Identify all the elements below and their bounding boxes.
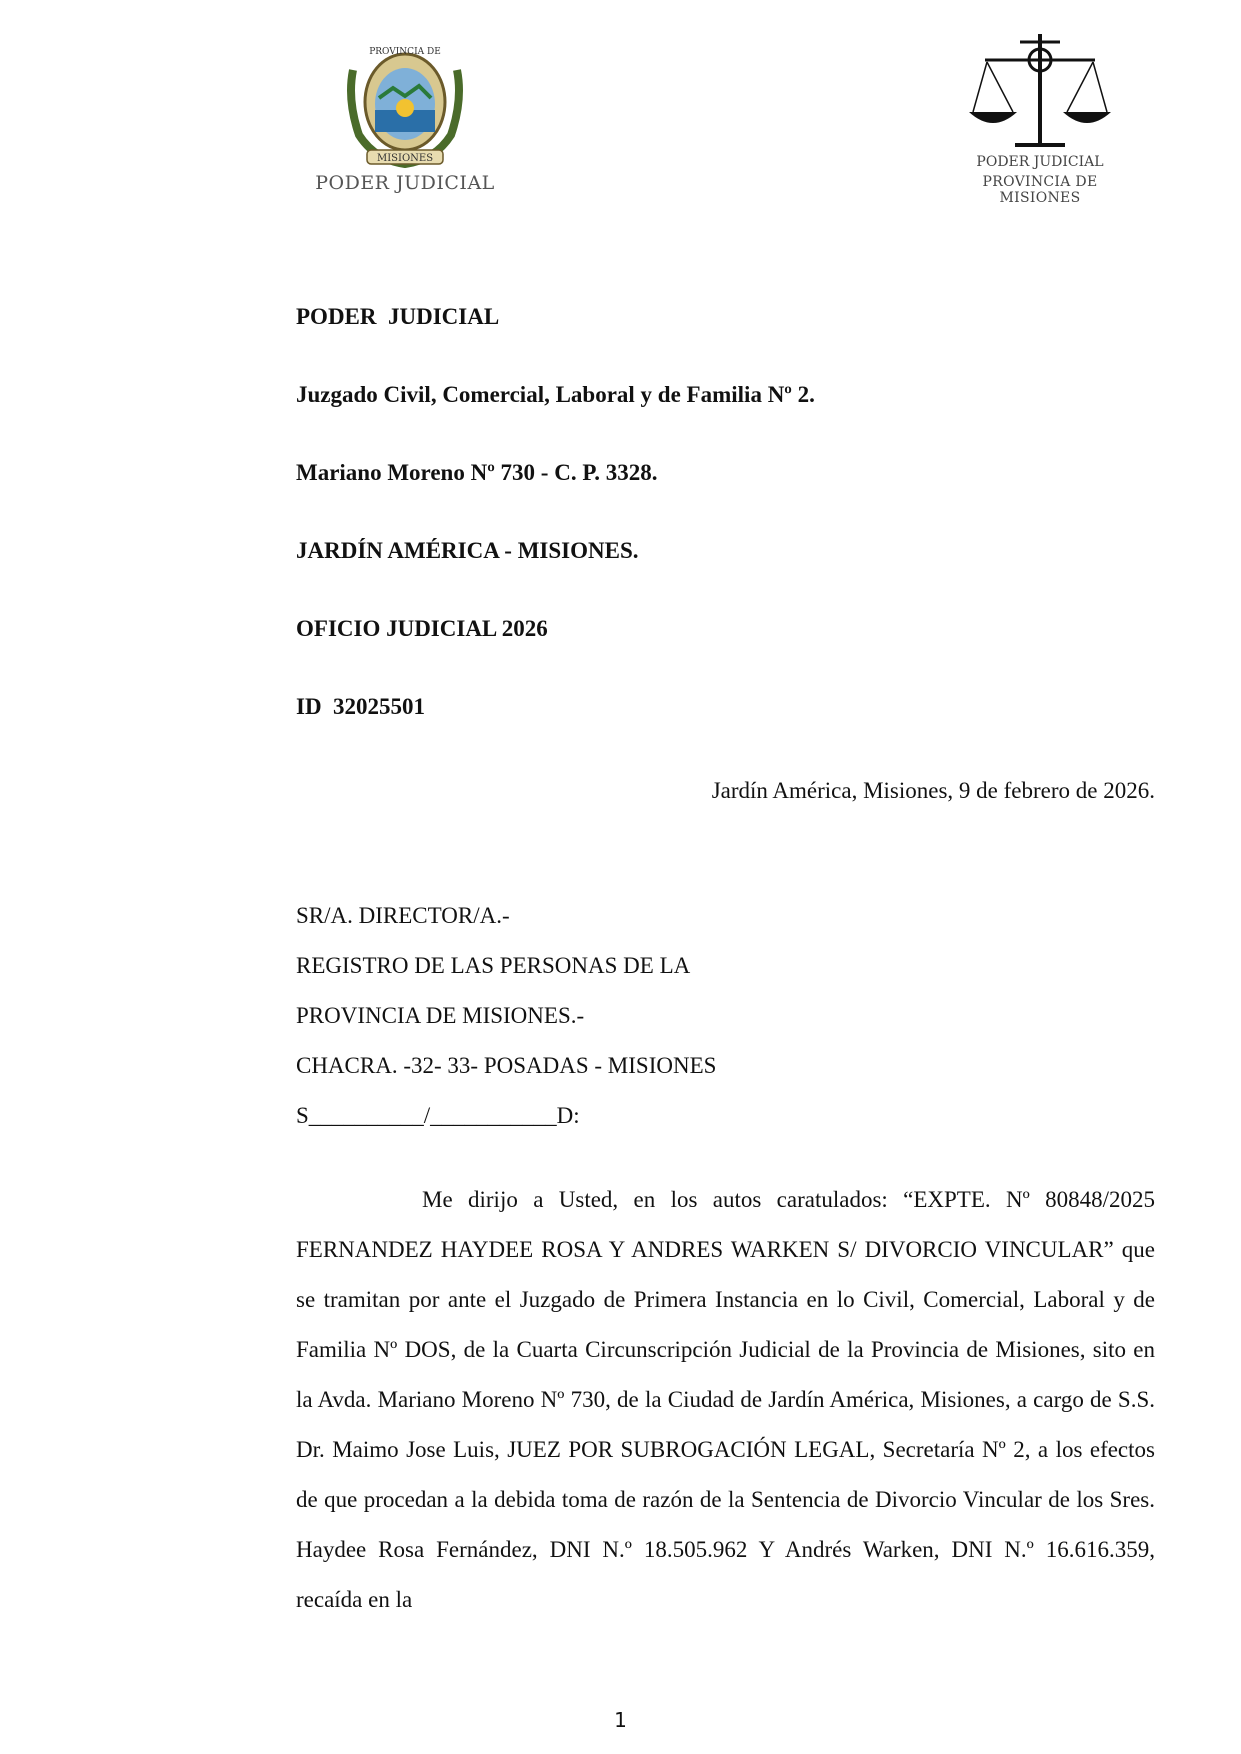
right-logo-caption-line2: PROVINCIA DE MISIONES [982, 174, 1098, 206]
recipient-org-line1: REGISTRO DE LAS PERSONAS DE LA [296, 953, 691, 978]
provincial-seal-icon [345, 40, 465, 170]
body-text [296, 1175, 1155, 1625]
page-number: 1 [614, 1708, 627, 1732]
recipient-org-line2: PROVINCIA DE MISIONES.- [296, 1003, 585, 1028]
header-document-type: OFICIO JUDICIAL 2026 [296, 616, 548, 641]
header-city: JARDÍN AMÉRICA - MISIONES. [296, 538, 639, 563]
header-court-branch: PODER JUDICIAL [296, 304, 500, 329]
header-court-address: Mariano Moreno Nº 730 - C. P. 3328. [296, 460, 658, 485]
header-document-id: ID 32025501 [296, 694, 426, 719]
header-court-name: Juzgado Civil, Comercial, Laboral y de Familia Nº 2. [296, 382, 815, 407]
document-date: Jardín América, Misiones, 9 de febrero de 2026. [711, 778, 1155, 803]
poder-judicial-seal-logo [310, 40, 500, 220]
recipient-title: SR/A. DIRECTOR/A.- [296, 903, 510, 928]
seal-text-bottom: MISIONES [376, 153, 434, 164]
right-logo-caption-line1: PODER JUDICIAL [976, 154, 1104, 170]
recipient-salutation: S__________/___________D: [296, 1103, 580, 1128]
left-logo-caption: PODER JUDICIAL [315, 172, 495, 194]
seal-text-top: PROVINCIA DE [369, 47, 441, 57]
scales-icon [965, 30, 1115, 150]
body-paragraph: Me dirijo a Usted, en los autos caratulados: “EXPTE. Nº 80848/2025 FERNANDEZ HAYDEE ROSA Y ANDRES WARKEN S/ DIVORCIO VINCULAR” que se tramitan por ante el Juzgado de Primera Instancia en lo Civil, Comercial, Laboral y de Familia Nº DOS, de la Cuarta Circunscripción Judicial de la Provincia de Misiones, sito en la Avda. Mariano Moreno Nº 730, de la Ciudad de Jardín América, Misiones, a cargo de S.S. Dr. Maimo Jose Luis, JUEZ POR SUBROGACIÓN LEGAL, Secretaría Nº 2, a los efectos de que procedan a la debida toma de razón de la Sentencia de Divorcio Vincular de los Sres. Haydee Rosa Fernández, DNI N.º 18.505.962 Y Andrés Warken, DNI N.º 16.616.359, recaída en la [296, 1187, 1155, 1612]
scales-of-justice-logo [940, 30, 1140, 206]
recipient-address: CHACRA. -32- 33- POSADAS - MISIONES [296, 1053, 717, 1078]
